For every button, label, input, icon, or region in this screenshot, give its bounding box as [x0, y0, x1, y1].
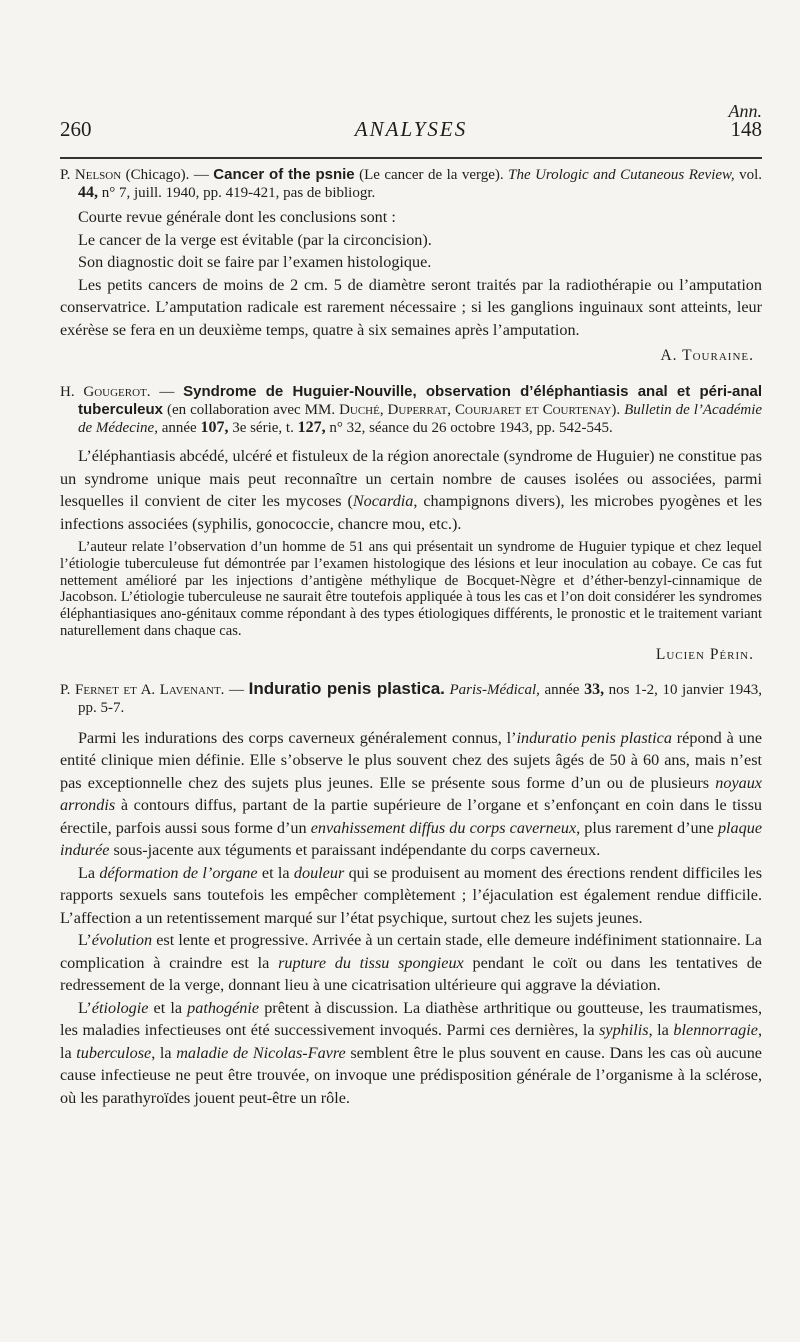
text: La — [78, 863, 100, 882]
text: prêtent à discussion. La diathèse arthritique ou goutteuse, les traumatismes, les maladies infectieuses ont été successivement invoqués. Parmi ces dernières, la — [60, 998, 762, 1040]
paragraph: Courte revue générale dont les conclusions sont : — [78, 208, 396, 226]
abstract-entry — [60, 680, 762, 1110]
journal-name: Paris-Médical, — [449, 681, 540, 698]
text: pendant le coït ou dans les tentatives de redressement de la verge, donnant lieu à une cicatrisation ultérieure qui aggrave la déviation. — [60, 953, 762, 995]
article-column — [60, 166, 762, 1123]
italic-term: syphilis — [599, 1021, 649, 1040]
text: qui se produisent au moment des érections rendent difficiles les rapports sexuels sans toutefois les empêcher complètement ; l’éjaculation est également rendue difficile. L’affection a un retentissement marqué sur l’état psychique, surtout chez les sujets jeunes. — [60, 863, 762, 927]
citation-details: n° 7, juill. 1940, pp. 419-421, pas de bibliogr. — [101, 185, 376, 201]
volume-label: vol. — [739, 167, 763, 183]
italic-term: envahissement diffus du corps caverneux — [310, 818, 577, 837]
year-label: année — [544, 681, 580, 698]
paragraph: Le cancer de la verge est évitable (par la circoncision). — [78, 230, 432, 249]
author: P. Fernet et A. Lavenant. — — [60, 681, 245, 698]
paragraph — [60, 929, 762, 997]
paragraph — [60, 727, 762, 862]
article-title: Syndrome de Huguier-Nouville, observation d’éléphantiasis anal et péri-anal tuberculeux — [78, 383, 763, 418]
tome: 127, — [297, 419, 326, 436]
text: , champignons divers), les microbes pyogènes et les infections associées (syphilis, gonococcie, chancre mou, etc.). — [60, 492, 762, 533]
article-title: Induratio penis plastica. — [248, 678, 445, 698]
italic-term: douleur — [293, 863, 345, 882]
italic-term: rupture du tissu spongieux — [278, 953, 464, 972]
reference — [60, 383, 762, 437]
text: et la — [148, 998, 188, 1017]
text: répond à une entité clinique mien définie. Elle s’observe le plus souvent chez des sujets âgés de 50 à 60 ans, mais n’est pas exceptionnelle chez des sujets plus jeunes. Elle se présente sous forme d’un ou de plusieurs — [60, 728, 763, 792]
italic-term: déformation de l’organe — [99, 863, 258, 882]
paragraph-small: L’auteur relate l’observation d’un homme de 51 ans qui présentait un syndrome de Huguier typique et chez lequel l’étiologie tuberculeuse fut démontrée par l’examen histologique des lésions et leur inoculation au cobaye. Ce cas fut nettement amélioré par les injections d’antigène méthylique de Bocquet-Nègre et d’éther-benzyl-cinnamique de Jacobson. L’étiologie tuberculeuse ne saurait être toutefois appliquée à tous les cas et l’on doit considérer les syndromes éléphantiasiques ano-génitaux comme répondant à des types étiologiques différents, le pronostic et le traitement variant naturellement dans chaque cas. — [60, 539, 762, 639]
reference — [60, 680, 762, 717]
text: semblent être le plus souvent en cause. Dans les cas où aucune cause infectieuse ne peut être trouvée, on invoque une prédisposition générale de l’organisme à la sclérose, où les parathyroïdes jouent peut-être un rôle. — [60, 1043, 762, 1107]
author: H. Gougerot. — — [60, 384, 175, 400]
issue-numbers: nos 1-2, — [608, 681, 658, 698]
paragraph: Son diagnostic doit se faire par l’examen histologique. — [78, 253, 432, 271]
article-title: Cancer of the psnie — [213, 166, 355, 183]
italic-term: maladie de Nicolas-Favre — [176, 1043, 346, 1062]
italic-term: plaque indurée — [60, 818, 763, 860]
text: sous-jacente aux téguments et paraissant indépendante du corps caverneux. — [109, 841, 601, 860]
location: (Chicago). — — [125, 167, 209, 183]
journal-abbrev: Ann. — [728, 101, 762, 121]
text: à contours diffus, partant de la partie supérieure de l’organe et s’enfonçant en coin dans le tissu érectile, parfois aussi sous forme d’un — [60, 796, 762, 837]
italic-term: tuberculose — [76, 1043, 152, 1062]
text: Parmi les indurations des corps caverneux généralement connus, l’ — [78, 728, 517, 747]
text: est lente et progressive. Arrivée à un certain stade, elle demeure indéfiniment stationnaire. La complication à craindre est la — [60, 931, 762, 972]
text: L’ — [78, 931, 92, 950]
journal-name: The Urologic and Cutaneous Review, — [508, 167, 735, 183]
page-number-left: 260 — [60, 117, 92, 141]
volume: 44, — [78, 184, 98, 201]
text: et la — [257, 863, 294, 882]
italic-term: blennorragie — [673, 1021, 758, 1040]
citation-details: n° 32, séance du 26 octobre 1943, pp. 542-545. — [329, 420, 613, 436]
signature: A. Touraine. — [660, 347, 754, 364]
abstract-entry — [60, 383, 762, 664]
abstract-entry — [60, 166, 762, 365]
italic-term: pathogénie — [187, 998, 260, 1017]
text: , plus rarement d’une — [576, 818, 718, 837]
italic-term: noyaux arrondis — [60, 773, 762, 815]
author: P. Nelson — [60, 167, 122, 183]
series: 3e série, t. — [232, 420, 294, 436]
paragraph — [60, 445, 762, 535]
journal-name: Bulletin de l’Académie de Médecine, — [78, 402, 763, 436]
header-rule — [60, 157, 762, 159]
text: L’éléphantiasis abcédé, ulcéré et fistuleux de la région anorectale (syndrome de Huguier) ne constitue pas un syndrome unique mais peut reconnaître un certain nombre de causes isolées ou associées, parmi lesquelles il convient de citer les mycoses ( — [60, 447, 762, 510]
page-number-right: 148 — [730, 117, 762, 141]
text: , la — [151, 1043, 177, 1062]
collaborators: Duché, Duperrat, Courjaret et Courtenay). — [339, 402, 621, 418]
running-header — [60, 117, 762, 145]
citation-details: 10 janvier 1943, pp. 5-7. — [78, 681, 763, 716]
italic-term: induratio penis plastica — [516, 728, 672, 747]
year: 33, — [584, 680, 605, 698]
paragraph — [60, 862, 762, 930]
collaboration-note: (en collaboration avec MM. — [167, 402, 336, 418]
italic-term: Nocardia — [352, 492, 414, 510]
signature: Lucien Périn. — [655, 645, 754, 663]
text: , la — [648, 1021, 674, 1040]
title-translation: (Le cancer de la verge). — [359, 167, 504, 183]
italic-term: étiologie — [91, 998, 149, 1017]
reference — [60, 166, 762, 202]
year-label: année — [161, 420, 197, 436]
paragraph: Les petits cancers de moins de 2 cm. 5 de diamètre seront traités par la radiothérapie ou l’amputation conservatrice. L’amputation radicale est rarement nécessaire ; si les ganglions inguinaux sont atteints, leur exérèse se fera en un deuxième temps, quatre à six semaines après l’amputation. — [60, 275, 762, 339]
text: , la — [60, 1021, 762, 1062]
year: 107, — [200, 419, 229, 436]
paragraph — [60, 997, 762, 1110]
italic-term: évolution — [91, 931, 153, 950]
text: L’ — [78, 998, 92, 1017]
running-title: ANALYSES — [354, 117, 468, 141]
